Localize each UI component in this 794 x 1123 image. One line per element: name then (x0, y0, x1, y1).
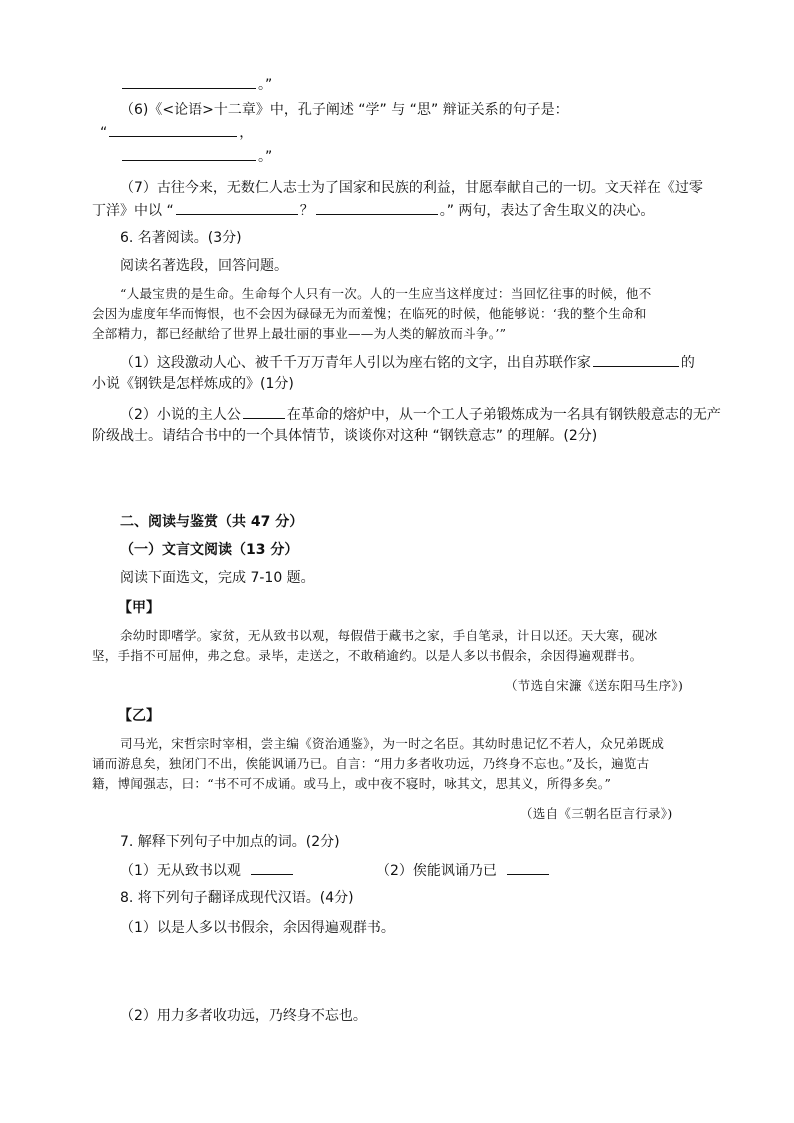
answer-blank[interactable] (316, 200, 438, 215)
q6-sub1-line1 (120, 352, 695, 373)
q7-item2-text: （2）俟能讽诵乃已 (376, 863, 497, 879)
q6-sub2-line1 (120, 404, 721, 425)
answer-blank[interactable] (593, 352, 679, 367)
q6-quote-line3: 全部精力，都已经献给了世界上最壮丽的事业——为人类的解放而斗争。’” (92, 326, 507, 341)
q5-item7-suffix: 。” 两句，表达了舍生取义的决心。 (439, 203, 655, 219)
comma: ， (239, 125, 254, 141)
jia-line2: 坚，手指不可屈伸，弗之怠。录毕，走送之，不敢稍逾约。以是人多以书假余，余因得遍观群书。 (92, 648, 643, 663)
section2-subtitle: （一）文言文阅读（13 分） (120, 542, 299, 558)
answer-blank[interactable] (176, 200, 298, 215)
q8-item2: （2）用力多者收功远，乃终身不忘也。 (120, 1008, 367, 1024)
answer-blank[interactable] (507, 860, 549, 875)
answer-blank[interactable] (251, 860, 293, 875)
q6-sub2-line2: 阶级战士。请结合书中的一个具体情节，谈谈你对这种 “钢铁意志” 的理解。(2分) (92, 428, 598, 444)
yi-label: 【乙】 (118, 708, 160, 724)
jia-line1: 余幼时即嗜学。家贫，无从致书以观，每假借于藏书之家，手自笔录，计日以还。天大寒，砚冰 (120, 628, 658, 643)
q5-item6-text: （6)《<论语>十二章》中，孔子阐述 “学” 与 “思” 辩证关系的句子是： (120, 102, 569, 118)
answer-blank[interactable] (243, 404, 285, 419)
close-quote: 。” (258, 149, 273, 165)
q7-item2 (376, 860, 551, 881)
q6-quote-line2: 会因为虚度年华而悔恨，也不会因为碌碌无为而羞愧；在临死的时候，他能够说：‘我的整个生命和 (92, 306, 647, 321)
yi-line2: 诵而游息矣，独闭门不出，俟能讽诵乃已。自言：“用力多者收功远，乃终身不忘也。”及长，遍览古 (92, 756, 650, 771)
question-mark: ？ (299, 203, 314, 219)
q5-item6-line1 (100, 122, 253, 143)
answer-blank[interactable] (109, 122, 237, 137)
q6-sub1-line2: 小说《钢铁是怎样炼成的》(1分) (92, 376, 294, 392)
q5-item7-line1: （7）古往今来，无数仁人志士为了国家和民族的利益，甘愿奉献自己的一切。文天祥在《过零 (120, 180, 703, 196)
q5-item6-line2 (120, 146, 272, 167)
q6-sub2-suffix: 在革命的熔炉中，从一个工人子弟锻炼成为一名具有钢铁般意志的无产 (286, 407, 721, 423)
q5-line-a-end: 。” (258, 77, 273, 93)
q5-item7-prefix: 丁洋》中以 “ (92, 203, 174, 219)
q7-item1 (120, 860, 295, 881)
q6-sub2-prefix: （2）小说的主人公 (120, 407, 241, 423)
q7-title: 7. 解释下列句子中加点的词。(2分) (120, 834, 340, 850)
q5-blank-line-a (120, 74, 272, 95)
q7-item1-text: （1）无从致书以观 (120, 863, 241, 879)
section2-title: 二、阅读与鉴赏（共 47 分） (120, 514, 304, 530)
jia-source: （节选自宋濂《送东阳马生序》) (505, 678, 684, 693)
q8-item1: （1）以是人多以书假余，余因得遍观群书。 (120, 920, 395, 936)
open-quote: “ (100, 125, 108, 141)
jia-label: 【甲】 (118, 600, 160, 616)
q6-sub1-end: 的 (680, 355, 695, 371)
yi-line1: 司马光，宋哲宗时宰相，尝主编《资治通鉴》，为一时之名臣。其幼时患记忆不若人，众兄弟既成 (120, 736, 665, 751)
q8-title: 8. 将下列句子翻译成现代汉语。(4分) (120, 890, 354, 906)
q6-sub1-text: （1）这段激动人心、被千千万万青年人引以为座右铭的文字，出自苏联作家 (120, 355, 591, 371)
q6-title: 6. 名著阅读。(3分) (120, 230, 242, 246)
q6-instruction: 阅读名著选段，回答问题。 (120, 258, 288, 274)
section2-instruction: 阅读下面选文，完成 7-10 题。 (120, 570, 315, 586)
yi-line3: 籍，博闻强志，曰：“书不可不成诵。或马上，或中夜不寝时，咏其文，思其义，所得多矣。” (92, 776, 612, 791)
q5-item7-line2 (92, 200, 654, 221)
yi-source: （选自《三朝名臣言行录》) (520, 806, 673, 821)
answer-blank[interactable] (122, 146, 256, 161)
answer-blank[interactable] (122, 74, 256, 89)
q6-quote-line1: “人最宝贵的是生命。生命每个人只有一次。人的一生应当这样度过：当回忆往事的时候，他不 (120, 286, 652, 301)
